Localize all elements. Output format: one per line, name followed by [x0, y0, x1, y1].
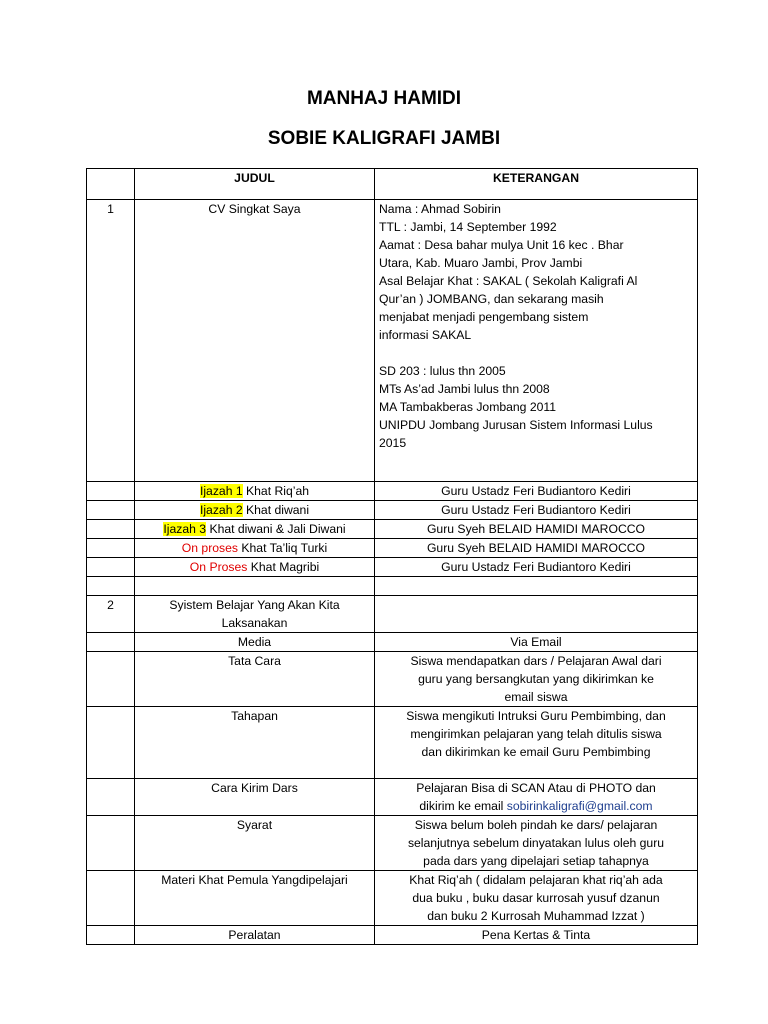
ijazah-text: Khat Magribi	[247, 560, 320, 574]
keterangan-line: Khat Riq’ah ( didalam pelajaran khat riq’ah ada	[409, 873, 663, 887]
row-judul: Cara Kirim Dars	[135, 779, 375, 816]
table-row	[87, 816, 698, 871]
table-row	[87, 652, 698, 707]
cv-line: Utara, Kab. Muaro Jambi, Prov Jambi	[379, 256, 583, 270]
table-row	[87, 558, 698, 577]
keterangan-line: Siswa mendapatkan dars / Pelajaran Awal dari	[410, 654, 662, 668]
row-judul: Peralatan	[135, 926, 375, 945]
ijazah-keterangan: Guru Syeh BELAID HAMIDI MAROCCO	[375, 520, 698, 539]
keterangan-line: Siswa belum boleh pindah ke dars/ pelajaran	[414, 818, 658, 832]
cv-line: informasi SAKAL	[379, 328, 472, 342]
keterangan-line: Siswa mengikuti Intruksi Guru Pembimbing, dan	[406, 709, 666, 723]
section-judul	[135, 596, 375, 633]
row-keterangan	[375, 652, 698, 707]
table-row	[87, 200, 698, 482]
ijazah-judul	[135, 501, 375, 520]
ijazah-judul	[135, 520, 375, 539]
header-judul: JUDUL	[135, 169, 375, 200]
cv-line: menjabat menjadi pengembang sistem	[379, 310, 589, 324]
ijazah-text: Khat diwani & Jali Diwani	[206, 522, 346, 536]
keterangan-line: mengirimkan pelajaran yang telah ditulis siswa	[410, 727, 662, 741]
row-keterangan	[375, 707, 698, 779]
ijazah-tag: Ijazah 3	[163, 522, 207, 536]
curriculum-table	[86, 168, 698, 945]
ijazah-judul	[135, 482, 375, 501]
ijazah-judul	[135, 558, 375, 577]
keterangan-line	[379, 797, 693, 815]
document-title: MANHAJ HAMIDI	[306, 88, 462, 109]
education-line: UNIPDU Jombang Jurusan Sistem Informasi Lulus	[379, 418, 653, 432]
ijazah-tag: Ijazah 1	[199, 484, 243, 498]
row-judul: Tahapan	[135, 707, 375, 779]
email-link[interactable]: sobirinkaligrafi@gmail.com	[506, 799, 653, 813]
row-number: 1	[87, 200, 135, 482]
row-judul: Syarat	[135, 816, 375, 871]
table-header-row	[87, 169, 698, 200]
table-row	[87, 926, 698, 945]
ijazah-text: Khat Ta’liq Turki	[238, 541, 328, 555]
cv-line: TTL : Jambi, 14 September 1992	[379, 220, 557, 234]
ijazah-keterangan: Guru Syeh BELAID HAMIDI MAROCCO	[375, 539, 698, 558]
keterangan-line: selanjutnya sebelum dinyatakan lulus oleh guru	[407, 836, 665, 850]
education-line: 2015	[379, 436, 407, 450]
empty-row	[87, 577, 698, 596]
keterangan-line: guru yang bersangkutan yang dikirimkan ke	[418, 672, 654, 686]
education-line: SD 203 : lulus thn 2005	[379, 364, 506, 378]
cv-line: Aamat : Desa bahar mulya Unit 16 kec . Bhar	[379, 238, 624, 252]
table-row	[87, 633, 698, 652]
table-row	[87, 482, 698, 501]
keterangan-prefix: dikirim ke email	[419, 799, 507, 813]
ijazah-tag: Ijazah 2	[199, 503, 243, 517]
ijazah-keterangan: Guru Ustadz Feri Budiantoro Kediri	[375, 558, 698, 577]
section-judul-line: Syistem Belajar Yang Akan Kita	[169, 598, 340, 612]
keterangan-line: dan dikirimkan ke email Guru Pembimbing	[421, 745, 651, 759]
keterangan-line: email siswa	[504, 690, 568, 704]
proses-tag: On Proses	[189, 560, 248, 574]
keterangan-line: pada dars yang dipelajari setiap tahapnya	[423, 854, 649, 868]
row-keterangan: Pena Kertas & Tinta	[375, 926, 698, 945]
cv-line: Qur’an ) JOMBANG, dan sekarang masih	[379, 292, 604, 306]
education-line: MA Tambakberas Jombang 2011	[379, 400, 557, 414]
ijazah-text: Khat Riq’ah	[242, 484, 310, 498]
proses-tag: On proses	[181, 541, 239, 555]
table-row	[87, 871, 698, 926]
row-judul: Media	[135, 633, 375, 652]
table-row	[87, 520, 698, 539]
cv-line: Asal Belajar Khat : SAKAL ( Sekolah Kaligrafi Al	[379, 274, 638, 288]
row-keterangan	[375, 816, 698, 871]
document-subtitle: SOBIE KALIGRAFI JAMBI	[267, 128, 501, 149]
table-row	[87, 539, 698, 558]
keterangan-line: dan buku 2 Kurrosah Muhammad Izzat )	[427, 909, 645, 923]
ijazah-keterangan: Guru Ustadz Feri Budiantoro Kediri	[375, 482, 698, 501]
row-keterangan	[375, 871, 698, 926]
table-row	[87, 501, 698, 520]
row-judul: CV Singkat Saya	[135, 200, 375, 482]
education-line: MTs As’ad Jambi lulus thn 2008	[379, 382, 550, 396]
row-judul: Materi Khat Pemula Yangdipelajari	[135, 871, 375, 926]
row-keterangan: Via Email	[375, 633, 698, 652]
row-judul: Tata Cara	[135, 652, 375, 707]
cv-details	[375, 200, 698, 482]
ijazah-text: Khat diwani	[242, 503, 310, 517]
ijazah-judul	[135, 539, 375, 558]
section-judul-line: Laksanakan	[221, 616, 288, 630]
row-keterangan	[375, 779, 698, 816]
keterangan-line: dua buku , buku dasar kurrosah yusuf dzanun	[412, 891, 660, 905]
table-row	[87, 596, 698, 633]
header-no	[87, 169, 135, 200]
cv-line: Nama : Ahmad Sobirin	[379, 202, 501, 216]
header-keterangan: KETERANGAN	[375, 169, 698, 200]
table-row	[87, 707, 698, 779]
table-row	[87, 779, 698, 816]
keterangan-line: Pelajaran Bisa di SCAN Atau di PHOTO dan	[416, 781, 656, 795]
ijazah-keterangan: Guru Ustadz Feri Budiantoro Kediri	[375, 501, 698, 520]
row-number: 2	[87, 596, 135, 633]
